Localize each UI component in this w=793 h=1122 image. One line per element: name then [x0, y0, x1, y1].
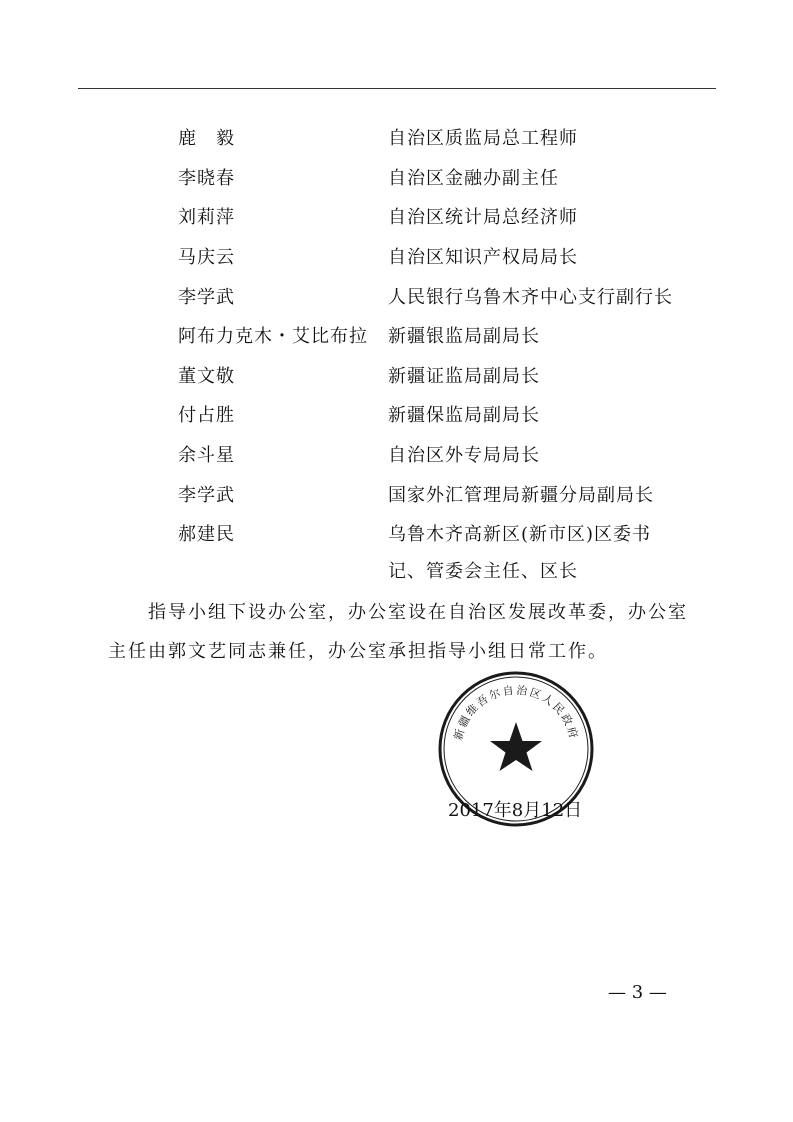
member-name: 李晓春 — [178, 168, 235, 189]
member-title: 自治区统计局总经济师 — [388, 207, 578, 228]
member-row — [0, 124, 793, 154]
star-icon — [490, 722, 542, 771]
member-row — [0, 203, 793, 233]
member-name: 刘莉萍 — [178, 207, 235, 228]
member-title: 新疆保监局副局长 — [388, 405, 540, 426]
member-row — [0, 362, 793, 392]
header-rule — [78, 88, 716, 89]
member-title: 新疆证监局副局长 — [388, 366, 540, 387]
member-name: 余斗星 — [178, 445, 235, 466]
page-number: — 3 — — [608, 982, 667, 1003]
member-name: 李学武 — [178, 287, 235, 308]
document-date: 2017年8月12日 — [448, 800, 583, 821]
member-name: 鹿 毅 — [178, 128, 235, 149]
member-row — [0, 441, 793, 471]
member-title: 国家外汇管理局新疆分局副局长 — [388, 485, 654, 506]
member-name: 董文敬 — [178, 366, 235, 387]
member-title: 人民银行乌鲁木齐中心支行副行长 — [388, 287, 673, 308]
seal-text: 新疆维吾尔自治区人民政府 — [451, 683, 581, 742]
member-row — [0, 520, 793, 582]
member-title: 新疆银监局副局长 — [388, 326, 540, 347]
member-name: 李学武 — [178, 485, 235, 506]
member-title-continued: 记、管委会主任、区长 — [388, 561, 578, 582]
office-paragraph-line1: 指导小组下设办公室，办公室设在自治区发展改革委，办公室 — [148, 602, 688, 623]
member-title: 乌鲁木齐高新区(新市区)区委书 — [388, 524, 652, 545]
member-row — [0, 283, 793, 313]
member-row — [0, 481, 793, 511]
member-name: 付占胜 — [178, 405, 235, 426]
member-row — [0, 322, 793, 352]
member-row — [0, 164, 793, 194]
office-paragraph-line2: 主任由郭文艺同志兼任，办公室承担指导小组日常工作。 — [108, 641, 608, 662]
member-title: 自治区知识产权局局长 — [388, 247, 578, 268]
member-name: 郝建民 — [178, 524, 235, 545]
member-name: 阿布力克木・艾比布拉 — [178, 326, 368, 347]
member-title: 自治区质监局总工程师 — [388, 128, 578, 149]
member-name: 马庆云 — [178, 247, 235, 268]
member-title: 自治区外专局局长 — [388, 445, 540, 466]
member-title: 自治区金融办副主任 — [388, 168, 559, 189]
member-row — [0, 243, 793, 273]
member-row — [0, 401, 793, 431]
